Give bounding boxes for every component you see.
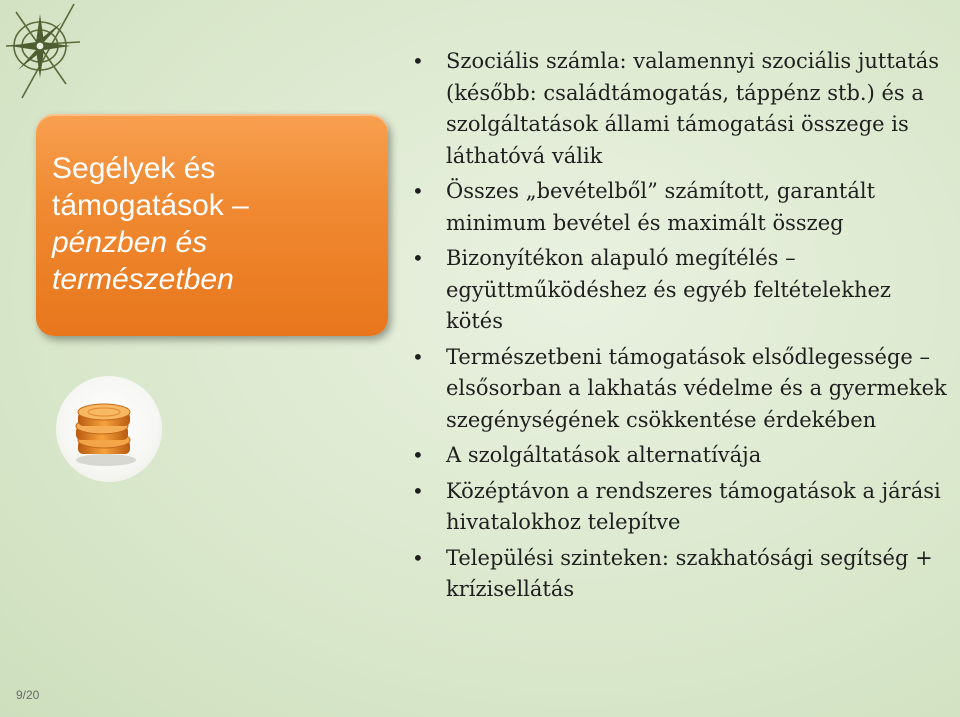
title-line: Segélyek és bbox=[52, 152, 216, 185]
bullet-item: • Középtávon a rendszeres támogatások a járási hivatalokhoz telepítve bbox=[410, 476, 950, 539]
slide-title-box bbox=[36, 114, 388, 336]
bullet-item: • A szolgáltatások alternatívája bbox=[410, 440, 950, 472]
page-number: 9/20 bbox=[16, 688, 40, 702]
bullet-item: • Bizonyítékon alapuló megítélés – együttműködéshez és egyéb feltételekhez kötés bbox=[410, 243, 950, 338]
bullet-item: • Szociális számla: valamennyi szociális juttatás (később: családtámogatás, táppénz stb.) és a szolgáltatások állami támogatási összege is láthatóvá válik bbox=[410, 46, 950, 172]
bullet-item: • Összes „bevételből” számított, garantált minimum bevétel és maximált összeg bbox=[410, 176, 950, 239]
compass-star-icon bbox=[4, 2, 90, 112]
bullet-list bbox=[410, 46, 950, 610]
title-line: támogatások – bbox=[52, 189, 249, 222]
bullet-item: • Települési szinteken: szakhatósági segítség + krízisellátás bbox=[410, 543, 950, 606]
coin-stack-icon bbox=[66, 396, 146, 468]
title-line-italic: természetben bbox=[52, 263, 234, 296]
bullet-item: • Természetbeni támogatások elsődlegessége – elsősorban a lakhatás védelme és a gyermekek szegénységének csökkentése érdekében bbox=[410, 342, 950, 437]
title-line-italic: pénzben és bbox=[52, 226, 208, 259]
